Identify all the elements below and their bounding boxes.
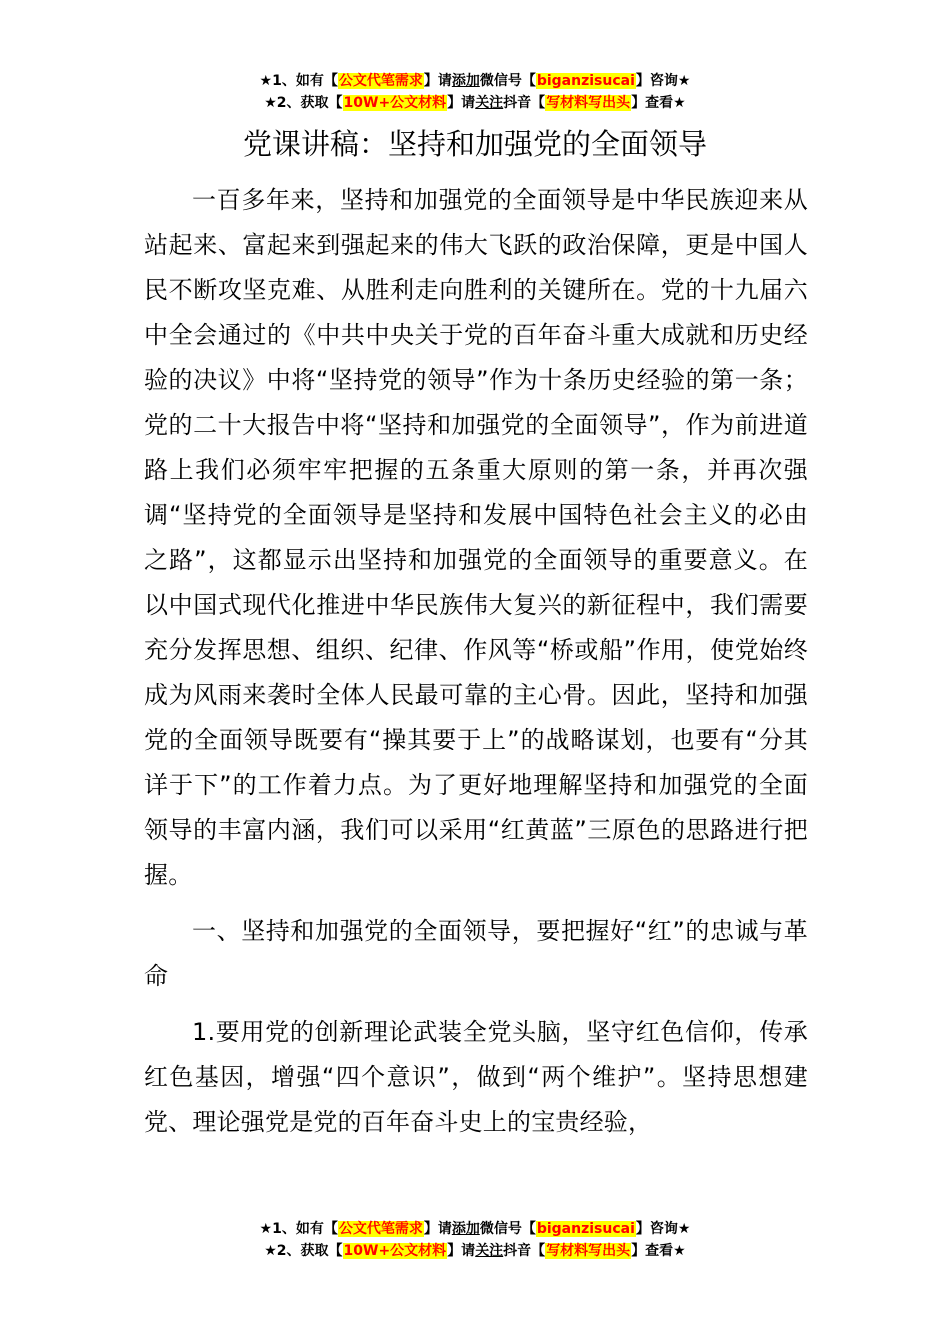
promo-underline-follow: 关注 — [475, 1243, 504, 1259]
section-heading-1: 一、坚持和加强党的全面领导，要把握好“红”的忠诚与革命 — [144, 917, 808, 990]
header-promo-line-1 — [0, 70, 950, 92]
promo-highlight-wechat-id: biganzisucai — [536, 73, 635, 89]
promo-text: 抖音【 — [503, 95, 546, 111]
promo-highlight-service: 公文代笔需求 — [338, 73, 423, 89]
promo-highlight-douyin-id: 写材料写出头 — [546, 1243, 631, 1259]
promo-text: 】请 — [447, 1243, 476, 1259]
promo-text: ★2、获取【 — [264, 1243, 343, 1259]
promo-text: 】请 — [423, 1221, 452, 1237]
promo-highlight-materials: 10W+公文材料 — [343, 1243, 447, 1259]
promo-text: 】咨询★ — [635, 1221, 691, 1237]
promo-text: ★1、如有【 — [259, 73, 338, 89]
footer-promo-line-1 — [0, 1218, 950, 1240]
promo-highlight-wechat-id: biganzisucai — [536, 1221, 635, 1237]
promo-text: 】咨询★ — [635, 73, 691, 89]
header-promo-banner — [0, 70, 950, 114]
promo-text: ★2、获取【 — [264, 95, 343, 111]
footer-promo-banner — [0, 1218, 950, 1262]
promo-underline-follow: 关注 — [475, 95, 504, 111]
promo-underline-add: 添加 — [451, 73, 480, 89]
promo-text: 微信号【 — [479, 1221, 536, 1237]
promo-text: 抖音【 — [503, 1243, 546, 1259]
document-body — [144, 178, 808, 1145]
body-paragraph-point-1: 1.要用党的创新理论武装全党头脑，坚守红色信仰，传承红色基因，增强“四个意识”，做到“两个维护”。坚持思想建党、理论强党是党的百年奋斗史上的宝贵经验， — [144, 1018, 808, 1136]
promo-text: 】请 — [423, 73, 452, 89]
promo-highlight-douyin-id: 写材料写出头 — [546, 95, 631, 111]
promo-text: ★1、如有【 — [259, 1221, 338, 1237]
promo-highlight-materials: 10W+公文材料 — [343, 95, 447, 111]
document-title: 党课讲稿：坚持和加强党的全面领导 — [242, 127, 707, 161]
promo-text: 】查看★ — [631, 95, 686, 111]
header-promo-line-2 — [0, 92, 950, 114]
promo-text: 微信号【 — [479, 73, 536, 89]
footer-promo-line-2 — [0, 1240, 950, 1262]
promo-underline-add: 添加 — [451, 1221, 480, 1237]
body-paragraph-intro: 一百多年来，坚持和加强党的全面领导是中华民族迎来从站起来、富起来到强起来的伟大飞跃的政治保障，更是中国人民不断攻坚克难、从胜利走向胜利的关键所在。党的十九届六中全会通过的《中共中央关于党的百年奋斗重大成就和历史经验的决议》中将“坚持党的领导”作为十条历史经验的第一条；党的二十大报告中将“坚持和加强党的全面领导”，作为前进道路上我们必须牢牢把握的五条重大原则的第一条，并再次强调“坚持党的全面领导是坚持和发展中国特色社会主义的必由之路”，这都显示出坚持和加强党的全面领导的重要意义。在以中国式现代化推进中华民族伟大复兴的新征程中，我们需要充分发挥思想、组织、纪律、作风等“桥或船”作用，使党始终成为风雨来袭时全体人民最可靠的主心骨。因此，坚持和加强党的全面领导既要有“操其要于上”的战略谋划，也要有“分其详于下”的工作着力点。为了更好地理解坚持和加强党的全面领导的丰富内涵，我们可以采用“红黄蓝”三原色的思路进行把握。 — [144, 186, 808, 889]
promo-highlight-service: 公文代笔需求 — [338, 1221, 423, 1237]
promo-text: 】查看★ — [631, 1243, 686, 1259]
promo-text: 】请 — [447, 95, 476, 111]
